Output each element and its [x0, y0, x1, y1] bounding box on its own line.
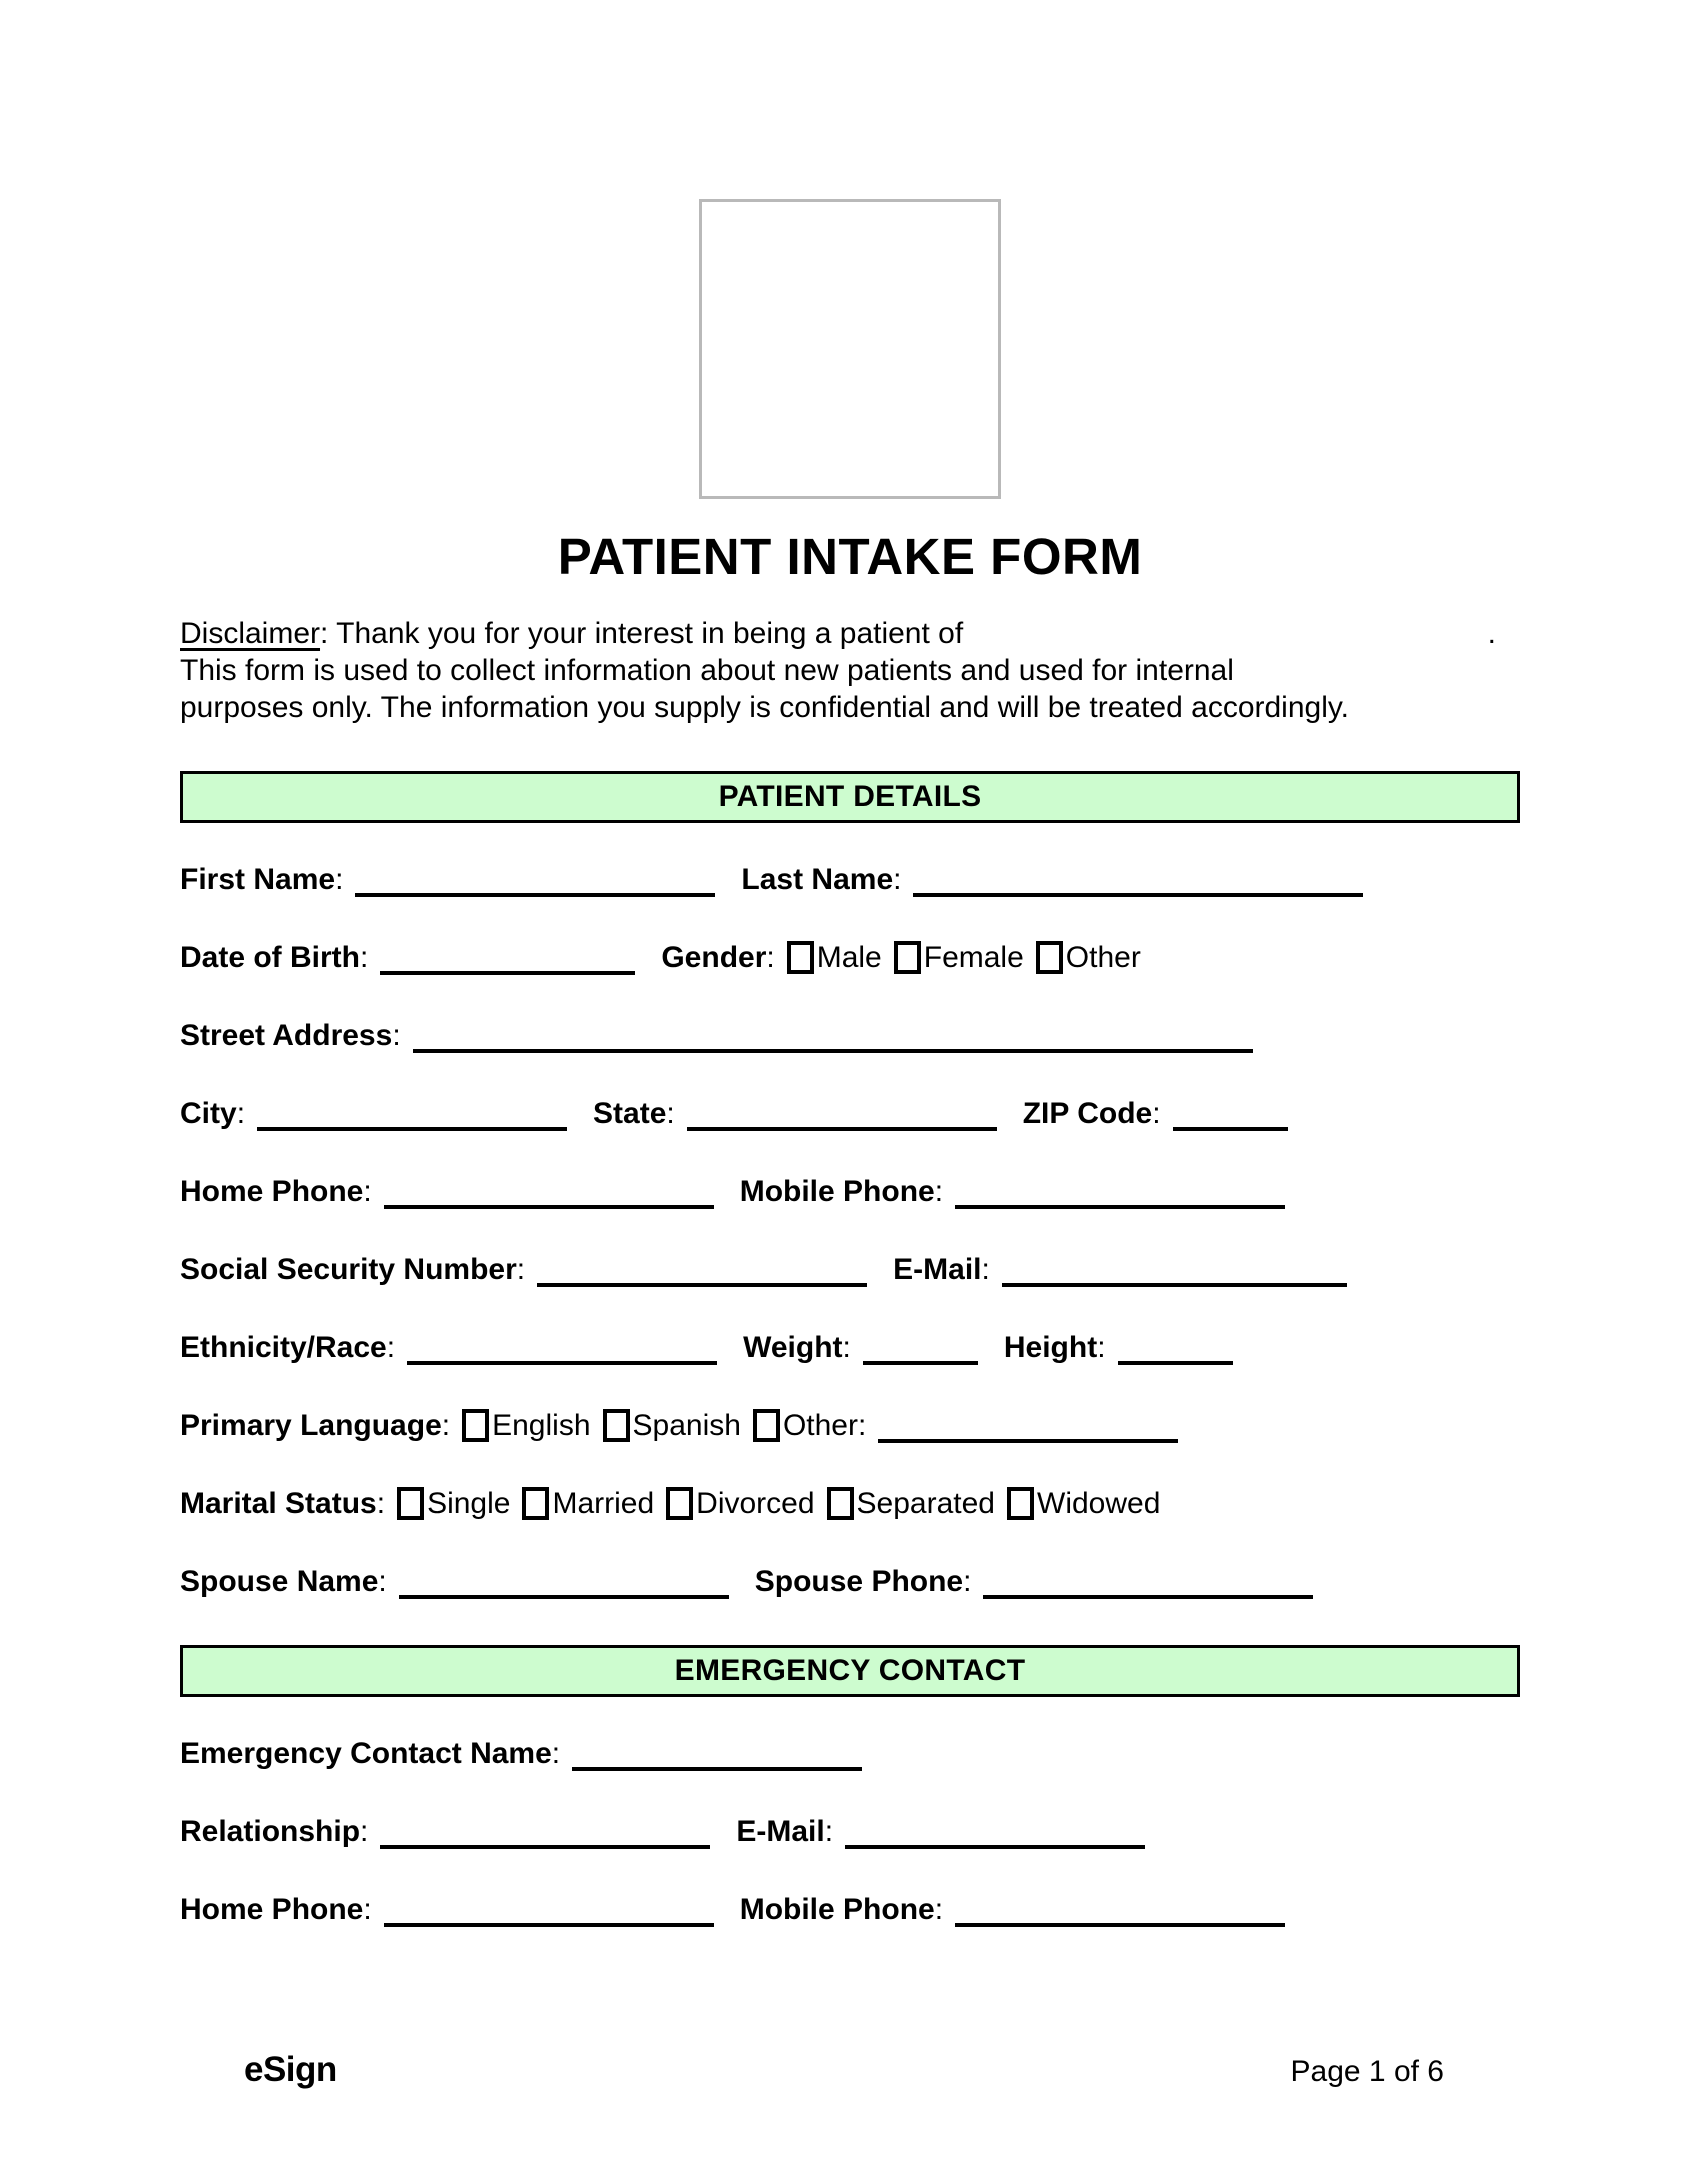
- date-of-birth-blank[interactable]: [380, 941, 635, 975]
- gender-female-option: [894, 937, 1024, 979]
- first-name-blank[interactable]: [355, 863, 715, 897]
- form-row: [180, 1889, 1520, 1931]
- disclaimer: [180, 615, 1520, 726]
- marital-married-option-label: Married: [552, 1487, 655, 1521]
- mobile-phone-label: Mobile Phone:: [739, 1175, 944, 1209]
- social-security-number-label: Social Security Number:: [180, 1253, 526, 1287]
- gender-other-option-label: Other: [1065, 941, 1141, 975]
- street-address-blank[interactable]: [413, 1019, 1253, 1053]
- email-blank[interactable]: [1002, 1253, 1347, 1287]
- spouse-phone-blank[interactable]: [983, 1565, 1313, 1599]
- state-blank[interactable]: [687, 1097, 997, 1131]
- form-row: [180, 1093, 1520, 1135]
- marital-single-option: [397, 1483, 510, 1525]
- marital-single-option-label: Single: [427, 1487, 511, 1521]
- language-english-checkbox[interactable]: [462, 1409, 489, 1442]
- marital-divorced-checkbox[interactable]: [666, 1487, 693, 1520]
- disclaimer-line1-period: .: [1487, 617, 1496, 651]
- language-other-blank[interactable]: [878, 1409, 1178, 1443]
- gender-female-option-label: Female: [923, 941, 1024, 975]
- form-row: [180, 937, 1520, 979]
- page-number: Page 1 of 6: [1290, 2055, 1444, 2088]
- height-blank[interactable]: [1118, 1331, 1233, 1365]
- marital-widowed-option-label: Widowed: [1037, 1487, 1161, 1521]
- disclaimer-label: Disclaimer: [180, 617, 321, 651]
- marital-married-checkbox[interactable]: [522, 1487, 549, 1520]
- language-english-option: [462, 1405, 590, 1447]
- emergency-contact-name-label: Emergency Contact Name:: [180, 1737, 561, 1771]
- height-label: Height:: [1003, 1331, 1106, 1365]
- disclaimer-line1-text: : Thank you for your interest in being a patient of: [320, 617, 964, 651]
- gender-female-checkbox[interactable]: [894, 941, 921, 974]
- marital-widowed-option: [1007, 1483, 1160, 1525]
- gender-male-option: [787, 937, 882, 979]
- form-row: [180, 1249, 1520, 1291]
- relationship-blank[interactable]: [380, 1815, 710, 1849]
- gender-male-checkbox[interactable]: [787, 941, 814, 974]
- weight-blank[interactable]: [863, 1331, 978, 1365]
- language-other-option: [753, 1405, 866, 1447]
- emergency-contact-section: [0, 1645, 1700, 1931]
- gender-other-checkbox[interactable]: [1036, 941, 1063, 974]
- mobile-phone-blank[interactable]: [955, 1175, 1285, 1209]
- form-row: [180, 1811, 1520, 1853]
- section-header-label: PATIENT DETAILS: [718, 780, 982, 814]
- gender-label: Gender:: [661, 941, 775, 975]
- emergency-mobile-phone-blank[interactable]: [955, 1893, 1285, 1927]
- esign-logo: eSign: [244, 2050, 337, 2089]
- language-other-checkbox[interactable]: [753, 1409, 780, 1442]
- emergency-mobile-phone-label: Mobile Phone:: [739, 1893, 944, 1927]
- marital-single-checkbox[interactable]: [397, 1487, 424, 1520]
- marital-status-label: Marital Status:: [180, 1487, 386, 1521]
- logo-placeholder-box: [699, 199, 1001, 499]
- emergency-contact-rows: [180, 1733, 1520, 1931]
- form-row: [180, 1483, 1520, 1525]
- section-header-patient-details: [180, 771, 1520, 823]
- marital-divorced-option: [666, 1483, 814, 1525]
- marital-separated-option-label: Separated: [856, 1487, 995, 1521]
- patient-details-rows: [180, 859, 1520, 1603]
- section-header-label: EMERGENCY CONTACT: [674, 1654, 1026, 1688]
- social-security-number-blank[interactable]: [537, 1253, 867, 1287]
- emergency-home-phone-blank[interactable]: [384, 1893, 714, 1927]
- home-phone-label: Home Phone:: [180, 1175, 372, 1209]
- weight-label: Weight:: [743, 1331, 851, 1365]
- form-row: [180, 1733, 1520, 1775]
- emergency-email-blank[interactable]: [845, 1815, 1145, 1849]
- home-phone-blank[interactable]: [384, 1175, 714, 1209]
- form-row: [180, 1405, 1520, 1447]
- page-footer: [244, 2050, 1444, 2090]
- emergency-home-phone-label: Home Phone:: [180, 1893, 372, 1927]
- primary-language-label: Primary Language:: [180, 1409, 451, 1443]
- form-row: [180, 1015, 1520, 1057]
- spouse-phone-label: Spouse Phone:: [754, 1565, 972, 1599]
- form-row: [180, 1171, 1520, 1213]
- ethnicity-race-blank[interactable]: [407, 1331, 717, 1365]
- language-other-option-label: Other:: [782, 1409, 867, 1443]
- email-label: E-Mail:: [893, 1253, 990, 1287]
- first-name-label: First Name:: [180, 863, 344, 897]
- state-label: State:: [593, 1097, 675, 1131]
- language-spanish-option: [603, 1405, 741, 1447]
- city-blank[interactable]: [257, 1097, 567, 1131]
- last-name-label: Last Name:: [741, 863, 902, 897]
- date-of-birth-label: Date of Birth:: [180, 941, 369, 975]
- language-spanish-checkbox[interactable]: [603, 1409, 630, 1442]
- disclaimer-line2: This form is used to collect information about new patients and used for internal: [180, 654, 1234, 688]
- marital-married-option: [522, 1483, 654, 1525]
- gender-male-option-label: Male: [816, 941, 882, 975]
- street-address-label: Street Address:: [180, 1019, 401, 1053]
- marital-widowed-checkbox[interactable]: [1007, 1487, 1034, 1520]
- language-english-option-label: English: [492, 1409, 591, 1443]
- marital-separated-option: [827, 1483, 995, 1525]
- disclaimer-line1: [180, 615, 1520, 652]
- marital-divorced-option-label: Divorced: [696, 1487, 815, 1521]
- form-row: [180, 859, 1520, 901]
- emergency-contact-name-blank[interactable]: [572, 1737, 862, 1771]
- relationship-label: Relationship:: [180, 1815, 369, 1849]
- form-row: [180, 1327, 1520, 1369]
- disclaimer-line3: purposes only. The information you supply is confidential and will be treated accordingly.: [180, 691, 1349, 725]
- emergency-email-label: E-Mail:: [736, 1815, 834, 1849]
- patient-details-section: [0, 771, 1700, 1603]
- language-spanish-option-label: Spanish: [632, 1409, 741, 1443]
- zip-code-label: ZIP Code:: [1022, 1097, 1161, 1131]
- ethnicity-race-label: Ethnicity/Race:: [180, 1331, 396, 1365]
- gender-other-option: [1036, 937, 1141, 979]
- form-row: [180, 1561, 1520, 1603]
- spouse-name-blank[interactable]: [399, 1565, 729, 1599]
- marital-separated-checkbox[interactable]: [827, 1487, 854, 1520]
- zip-code-blank[interactable]: [1173, 1097, 1288, 1131]
- spouse-name-label: Spouse Name:: [180, 1565, 387, 1599]
- city-label: City:: [180, 1097, 246, 1131]
- last-name-blank[interactable]: [913, 863, 1363, 897]
- section-header-emergency-contact: [180, 1645, 1520, 1697]
- page-title: PATIENT INTAKE FORM: [557, 528, 1143, 585]
